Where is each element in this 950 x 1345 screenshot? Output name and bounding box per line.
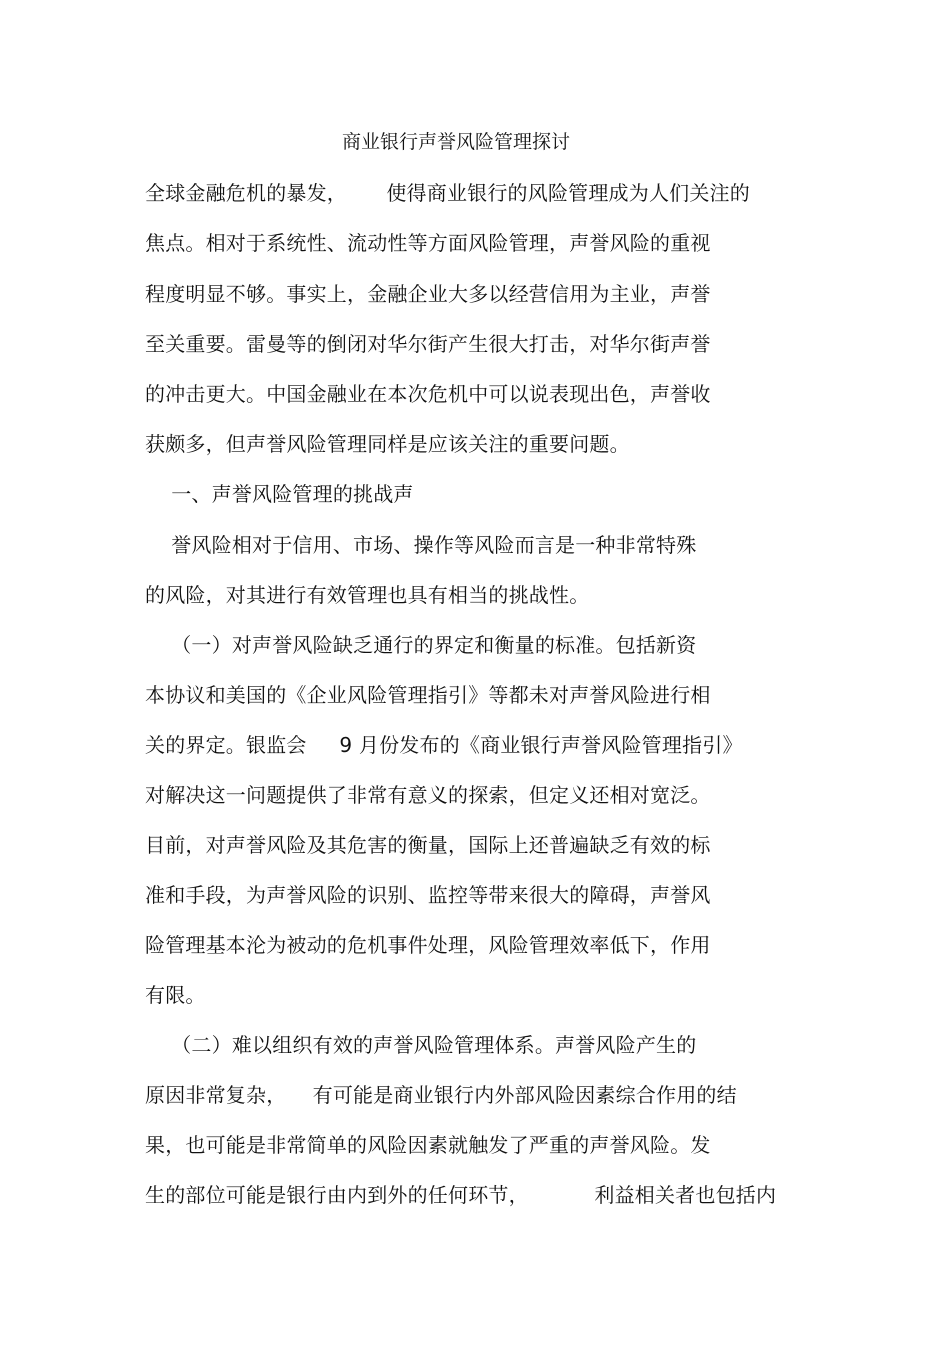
body-line-16: 险管理基本沦为被动的危机事件处理，风险管理效率低下，作用 <box>145 933 711 957</box>
body-line-3: 程度明显不够。事实上，金融企业大多以经营信用为主业，声誉 <box>145 282 711 306</box>
body-line-15: 准和手段，为声誉风险的识别、监控等带来很大的障碍，声誉风 <box>145 883 711 907</box>
body-line-18: （二）难以组织有效的声誉风险管理体系。声誉风险产生的 <box>145 1033 697 1057</box>
body-line-19: 原因非常复杂， 有可能是商业银行内外部风险因素综合作用的结 <box>145 1083 737 1107</box>
body-line-4: 至关重要。雷曼等的倒闭对华尔街产生很大打击，对华尔街声誉 <box>145 332 711 356</box>
body-line-5: 的冲击更大。中国金融业在本次危机中可以说表现出色，声誉收 <box>145 382 711 406</box>
section-heading: 一、声誉风险管理的挑战声 <box>145 482 414 506</box>
body-line-14: 目前，对声誉风险及其危害的衡量，国际上还普遍缺乏有效的标 <box>145 833 711 857</box>
body-line-17: 有限。 <box>145 983 206 1007</box>
body-line-8: 誉风险相对于信用、市场、操作等风险而言是一种非常特殊 <box>145 533 697 557</box>
body-line-6: 获颇多，但声誉风险管理同样是应该关注的重要问题。 <box>145 432 630 456</box>
body-line-11: 本协议和美国的《企业风险管理指引》等都未对声誉风险进行相 <box>145 683 711 707</box>
body-line-13: 对解决这一问题提供了非常有意义的探索，但定义还相对宽泛。 <box>145 783 711 807</box>
body-line-20: 果，也可能是非常简单的风险因素就触发了严重的声誉风险。发 <box>145 1133 711 1157</box>
body-line-10: （一）对声誉风险缺乏通行的界定和衡量的标准。包括新资 <box>145 633 697 657</box>
document-title: 商业银行声誉风险管理探讨 <box>341 131 570 153</box>
body-line-1: 全球金融危机的暴发， 使得商业银行的风险管理成为人们关注的 <box>145 181 750 205</box>
body-line-9: 的风险，对其进行有效管理也具有相当的挑战性。 <box>145 583 590 607</box>
body-line-21: 生的部位可能是银行由内到外的任何环节， 利益相关者也包括内 <box>145 1183 777 1207</box>
body-line-2: 焦点。相对于系统性、流动性等方面风险管理，声誉风险的重视 <box>145 231 711 255</box>
body-line-12: 关的界定。银监会 9 月份发布的《商业银行声誉风险管理指引》 <box>145 733 743 757</box>
